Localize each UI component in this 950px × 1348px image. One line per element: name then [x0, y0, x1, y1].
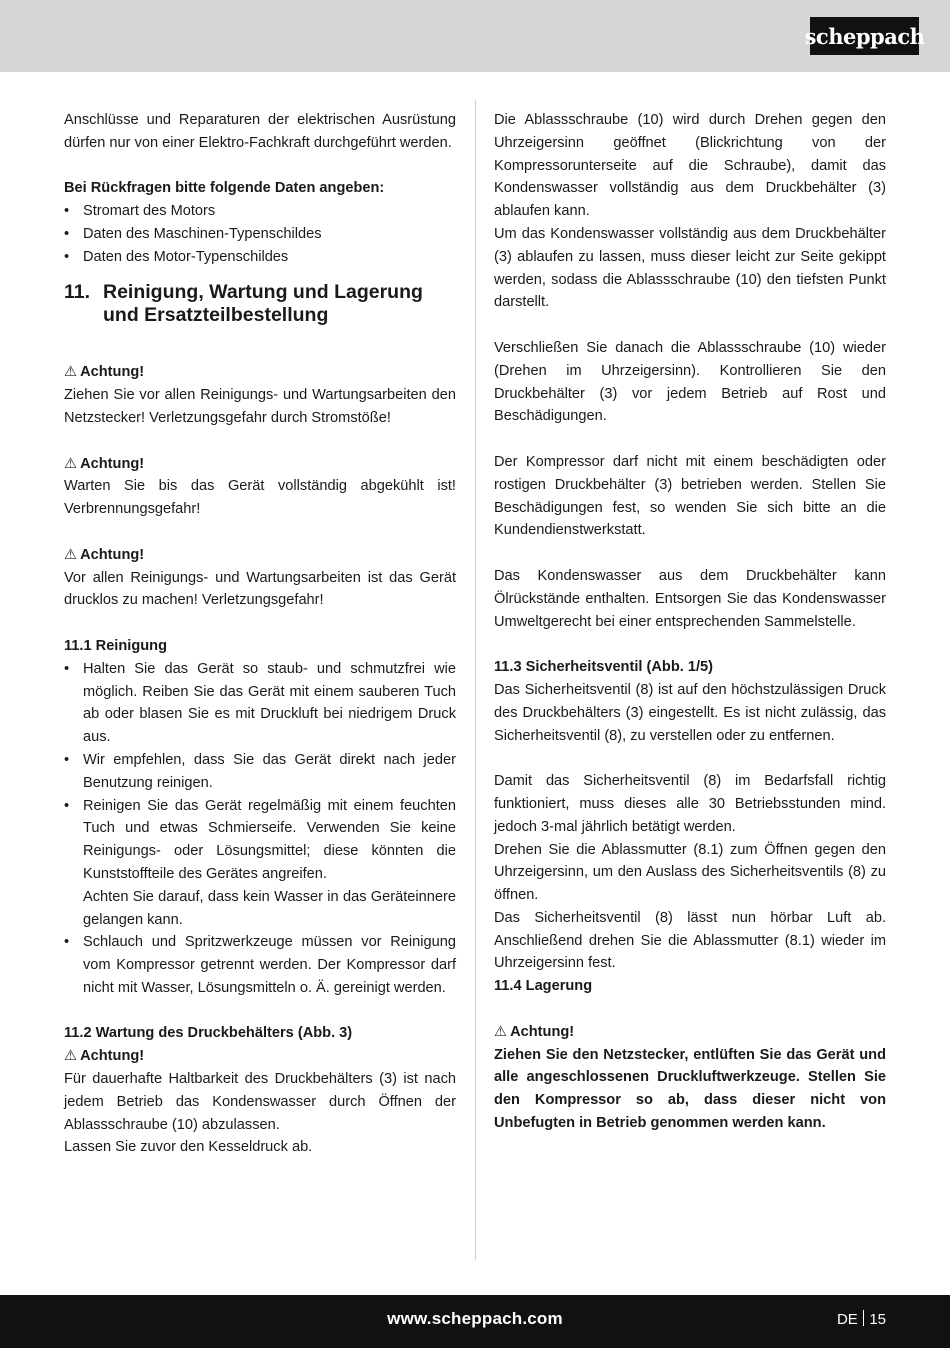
list-item: • Daten des Motor-Typenschildes: [64, 246, 456, 269]
website-link[interactable]: www.scheppach.com: [387, 1309, 563, 1328]
storage-text: Ziehen Sie den Netzstecker, entlüften Sie das Gerät und alle angeschlossenen Druckluftwerkzeuge. Stellen Sie den Kompressor so ab, dass dieser nicht von Unbefugten in Betrieb genommen werden kann.: [494, 1046, 886, 1132]
section-heading: [64, 281, 456, 327]
list-item: • Schlauch und Spritzwerkzeuge müssen vor Reinigung vom Kompressor getrennt werden. Der Kompressor darf nicht mit Wasser, Lösungsmitteln o. Ä. gereinigt werden.: [64, 931, 456, 999]
paragraph: Das Kondenswasser aus dem Druckbehälter kann Ölrückstände enthalten. Entsorgen Sie das Kondenswasser Umweltgerecht bei einer entsprechenden Sammelstelle.: [494, 567, 886, 630]
left-column: [64, 109, 456, 1159]
warning-heading: ⚠ Achtung!: [64, 546, 145, 563]
language-code: DE: [836, 1311, 858, 1328]
cleaning-note: Achten Sie darauf, dass kein Wasser in das Geräteinnere gelangen kann.: [83, 888, 456, 928]
header-band: [0, 0, 950, 72]
cleaning-heading: 11.1 Reinigung: [64, 637, 167, 654]
warning-heading: ⚠ Achtung!: [494, 1023, 575, 1040]
paragraph: Das Sicherheitsventil (8) lässt nun hörbar Luft ab. Anschließend drehen Sie die Ablassmutter (8.1) wieder im Uhrzeigersinn fest.: [494, 909, 886, 972]
paragraph: Damit das Sicherheitsventil (8) im Bedarfsfall richtig funktioniert, muss dieses alle 30 Betriebsstunden mind. jedoch 3-mal jährlich betätigt werden.: [494, 773, 886, 835]
cleaning-list: [64, 658, 456, 886]
separator: [863, 1310, 865, 1326]
paragraph: Drehen Sie die Ablassmutter (8.1) zum Öffnen gegen den Uhrzeigersinn, um den Auslass des Sicherheitsventils (8) zu öffnen.: [494, 841, 886, 904]
valve-heading: 11.3 Sicherheitsventil (Abb. 1/5): [494, 659, 713, 676]
column-divider: [475, 100, 476, 1260]
section-title-line-1: Reinigung, Wartung und Lagerung: [103, 280, 423, 303]
warning-heading: ⚠ Achtung!: [64, 364, 145, 381]
maintenance-text: Lassen Sie zuvor den Kesseldruck ab.: [64, 1139, 313, 1156]
inquiry-list: [64, 200, 456, 268]
paragraph: Das Sicherheitsventil (8) ist auf den höchstzulässigen Druck des Druckbehälters (3) eingestellt. Es ist nicht zulässig, das Sicherheitsventil (8), zu verstellen oder zu entfernen.: [494, 681, 886, 744]
page-info: [837, 1310, 886, 1328]
storage-heading: 11.4 Lagerung: [494, 978, 593, 995]
warning-text: Ziehen Sie vor allen Reinigungs- und Wartungsarbeiten den Netzstecker! Verletzungsgefahr durch Stromstöße!: [64, 387, 456, 426]
intro-paragraph: Anschlüsse und Reparaturen der elektrischen Ausrüstung dürfen nur von einer Elektro-Fachkraft durchgeführt werden.: [64, 112, 456, 151]
list-item: • Reinigen Sie das Gerät regelmäßig mit einem feuchten Tuch und etwas Schmierseife. Verwenden Sie keine Reinigungs- oder Lösungsmittel; diese könnten die Kunststoffteile des Gerätes angreifen.: [64, 795, 456, 886]
maintenance-text: Für dauerhafte Haltbarkeit des Druckbehälters (3) ist nach jedem Betrieb das Kondenswasser durch Öffnen der Ablassschraube (10) abzulassen.: [64, 1071, 456, 1133]
inquiry-heading: Bei Rückfragen bitte folgende Daten angeben:: [64, 180, 385, 197]
warning-triangle-icon: ⚠: [64, 1048, 78, 1065]
paragraph: Der Kompressor darf nicht mit einem beschädigten oder rostigen Druckbehälter (3) betrieben werden. Stellen Sie Beschädigungen fest, so wenden Sie sich bitte an die Kundendienstwerkstatt.: [494, 453, 886, 539]
cleaning-list-continued: [64, 931, 456, 999]
list-item: • Halten Sie das Gerät so staub- und schmutzfrei wie möglich. Reiben Sie das Gerät mit einem sauberen Tuch ab oder blasen Sie es mit Druckluft bei niedrigem Druck aus.: [64, 658, 456, 749]
page-number: 15: [869, 1311, 886, 1328]
section-number: 11.: [64, 280, 91, 303]
warning-heading: ⚠ Achtung!: [64, 455, 145, 472]
paragraph: Um das Kondenswasser vollständig aus dem Druckbehälter (3) ablaufen zu lassen, muss dieser leicht zur Seite gekippt werden, sodass die Ablassschraube (10) den tiefsten Punkt darstellt.: [494, 225, 886, 311]
warning-text: Vor allen Reinigungs- und Wartungsarbeiten ist das Gerät drucklos zu machen! Verletzungsgefahr!: [64, 569, 456, 609]
maintenance-heading: 11.2 Wartung des Druckbehälters (Abb. 3): [64, 1025, 353, 1042]
paragraph: Die Ablassschraube (10) wird durch Drehen gegen den Uhrzeigersinn geöffnet (Blickrichtung von der Kompressorunterseite auf die Schraube), damit das Kondenswasser vollständig aus dem Druckbehälter (3) ablaufen kann.: [494, 112, 886, 220]
paragraph: Verschließen Sie danach die Ablassschraube (10) wieder (Drehen im Uhrzeigersinn). Kontrollieren Sie den Druckbehälter (3) vor jedem Betrieb auf Rost und Beschädigungen.: [494, 339, 886, 425]
warning-heading: ⚠ Achtung!: [64, 1048, 145, 1065]
right-column: [494, 109, 886, 1135]
scheppach-logo: scheppach: [810, 17, 919, 55]
list-item: • Wir empfehlen, dass Sie das Gerät direkt nach jeder Benutzung reinigen.: [64, 749, 456, 795]
list-item: • Daten des Maschinen-Typenschildes: [64, 223, 456, 246]
warning-triangle-icon: ⚠: [64, 455, 78, 472]
warning-text: Warten Sie bis das Gerät vollständig abgekühlt ist! Verbrennungsgefahr!: [64, 478, 456, 518]
footer-band: [0, 1295, 950, 1348]
list-item: • Stromart des Motors: [64, 200, 456, 223]
warning-triangle-icon: ⚠: [494, 1023, 508, 1040]
section-title-line-2: und Ersatzteilbestellung: [103, 303, 329, 326]
warning-triangle-icon: ⚠: [64, 364, 78, 381]
warning-triangle-icon: ⚠: [64, 546, 78, 563]
